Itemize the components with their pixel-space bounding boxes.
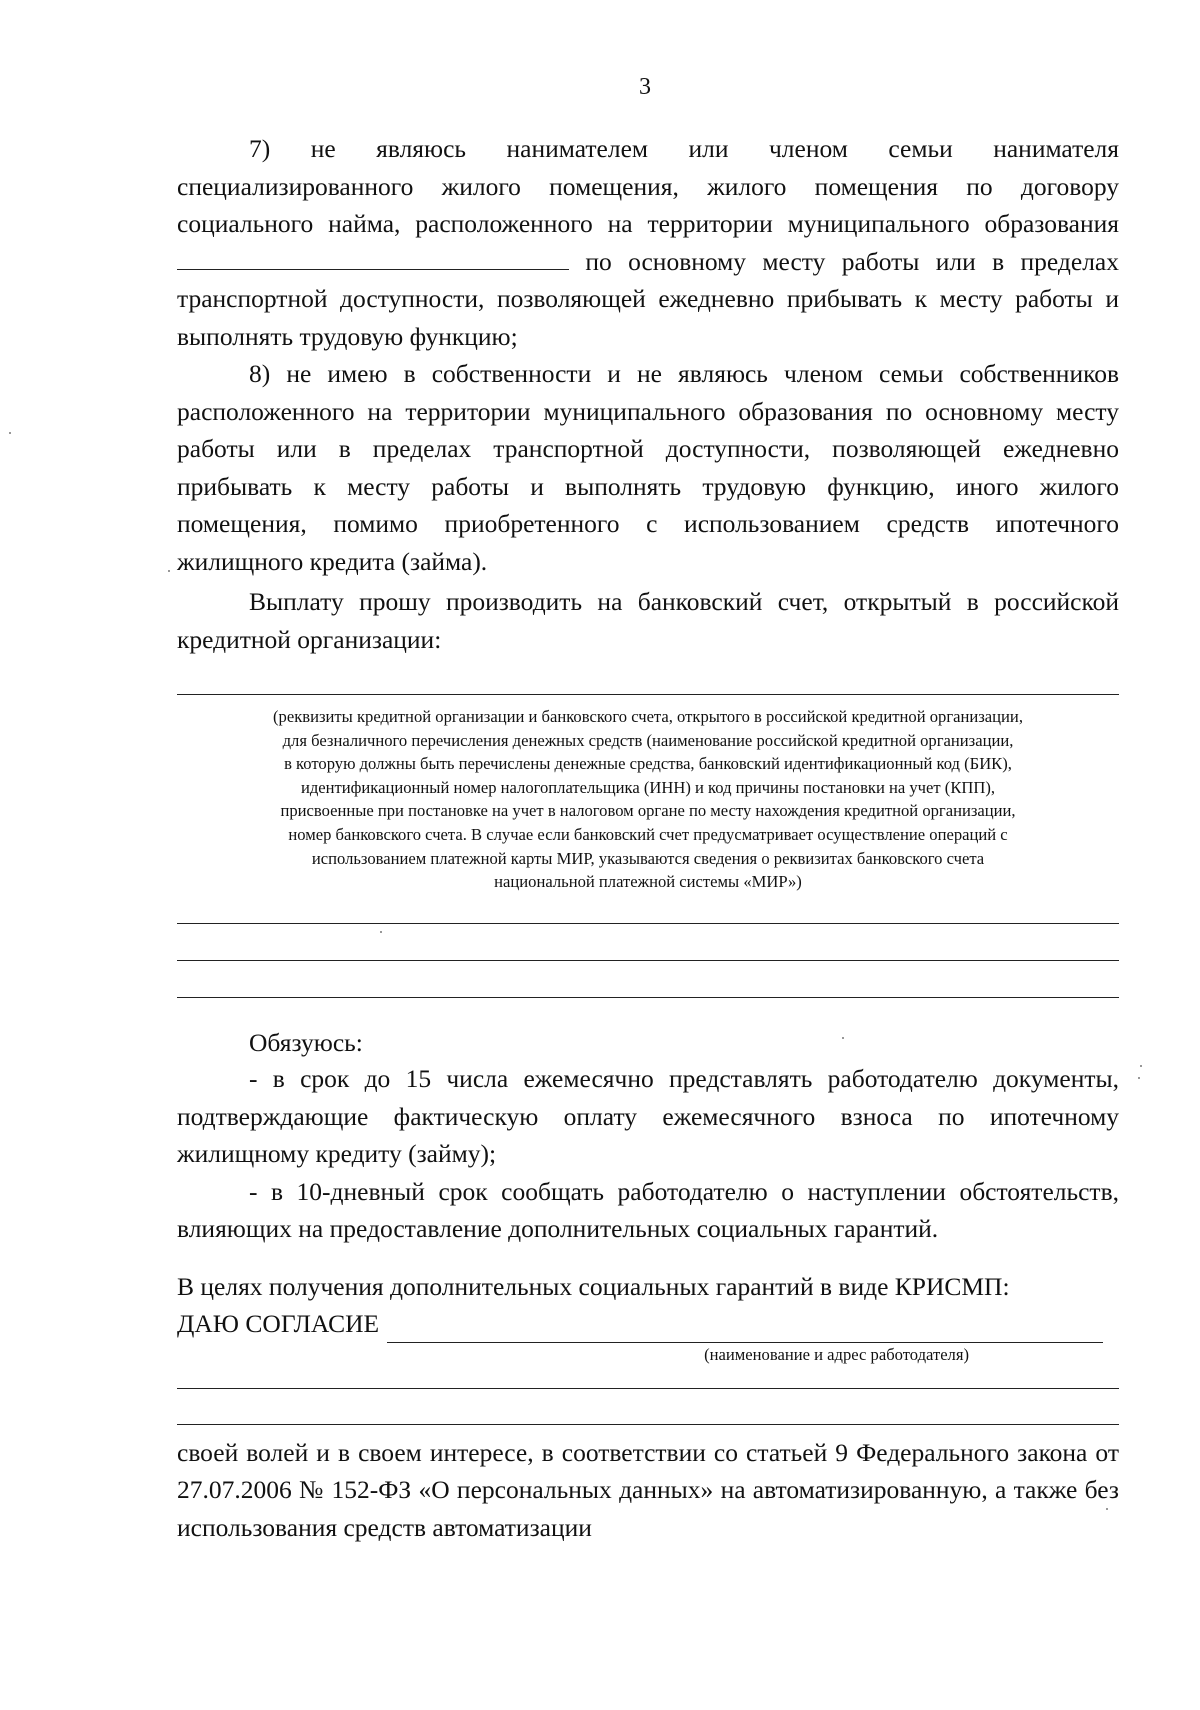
scan-speck: [380, 931, 382, 933]
blank-line: [177, 997, 1119, 998]
scan-speck: [168, 570, 170, 572]
note-line: номер банковского счета. В случае если банковский счет предусматривает осуществление операций с: [288, 824, 1008, 844]
payment-request: Выплату прошу производить на банковский счет, открытый в российской кредитной организации:: [177, 587, 1119, 654]
consent-purpose: В целях получения дополнительных социальных гарантий в виде КРИСМП:: [177, 1271, 1010, 1301]
page-number: 3: [639, 74, 651, 100]
obligation-item: - в 10-дневный срок сообщать работодателю о наступлении обстоятельств, влияющих на предоставление дополнительных социальных гарантий.: [177, 1176, 1119, 1244]
employer-blank-line: [387, 1312, 1103, 1343]
note-line: присвоенные при постановке на учет в налоговом органе по месту нахождения кредитной организации,: [280, 801, 1016, 821]
note-line: использованием платежной карты МИР, указываются сведения о реквизитах банковского счета: [311, 848, 985, 868]
blank-line: [177, 923, 1119, 924]
obligation-item: - в срок до 15 числа ежемесячно представлять работодателю документы, подтверждающие фактическую оплату ежемесячного взноса по ипотечному жилищному кредиту (займу);: [177, 1064, 1119, 1169]
bank-details-line: [177, 694, 1119, 695]
note-line: для безналичного перечисления денежных средств (наименование российской кредитной организации,: [282, 730, 1014, 750]
item-7: [177, 130, 1119, 355]
scan-speck: [842, 1037, 844, 1039]
blank-line: [177, 960, 1119, 961]
obligations-heading: Обязуюсь:: [249, 1027, 363, 1057]
item-7-text-end: по основному месту работы или в пределах транспортной доступности, позволяющей ежедневно прибывать к месту работы и выполнять трудовую функцию;: [177, 246, 1120, 351]
employer-caption: (наименование и адрес работодателя): [704, 1344, 969, 1364]
consent-label: ДАЮ СОГЛАСИЕ: [177, 1309, 380, 1339]
consent-text: своей волей и в своем интересе, в соответствии со статьей 9 Федерального закона от 27.07.2006 № 152-ФЗ «О персональных данных» на автоматизированную, а также без использования средств автоматизации: [177, 1437, 1119, 1542]
note-line: идентификационный номер налогоплательщика (ИНН) и код причины постановки на учет (КПП),: [300, 777, 996, 797]
consent-row: [177, 1305, 1119, 1343]
note-line: национальной платежной системы «МИР»): [494, 872, 802, 892]
blank-line: [177, 1424, 1119, 1425]
scan-speck: [9, 432, 11, 434]
scan-speck: [1140, 1065, 1142, 1067]
item-8: 8) не имею в собственности и не являюсь членом семьи собственников расположенного на территории муниципального образования по основному месту работы или в пределах транспортной доступности, позволяющей ежедневно прибывать к месту работы и выполнять трудовую функцию, иного жилого помещения, помимо приобретенного с использованием средств ипотечного жилищного кредита (займа).: [177, 359, 1119, 576]
note-line: (реквизиты кредитной организации и банковского счета, открытого в российской кредитной организации,: [273, 707, 1023, 726]
document-body: [177, 130, 1119, 1546]
item-7-text: 7) не являюсь нанимателем или членом семьи нанимателя специализированного жилого помещения, жилого помещения по договору социального найма, расположенного на территории муниципального образования: [177, 134, 1119, 238]
note-line: в которую должны быть перечислены денежные средства, банковский идентификационный код (БИК),: [284, 754, 1012, 774]
municipality-blank-line: [177, 244, 569, 270]
bank-details-note: [177, 705, 1119, 894]
scan-speck: [1138, 1077, 1140, 1079]
scan-speck: [1106, 1508, 1108, 1510]
blank-line: [177, 1388, 1119, 1389]
